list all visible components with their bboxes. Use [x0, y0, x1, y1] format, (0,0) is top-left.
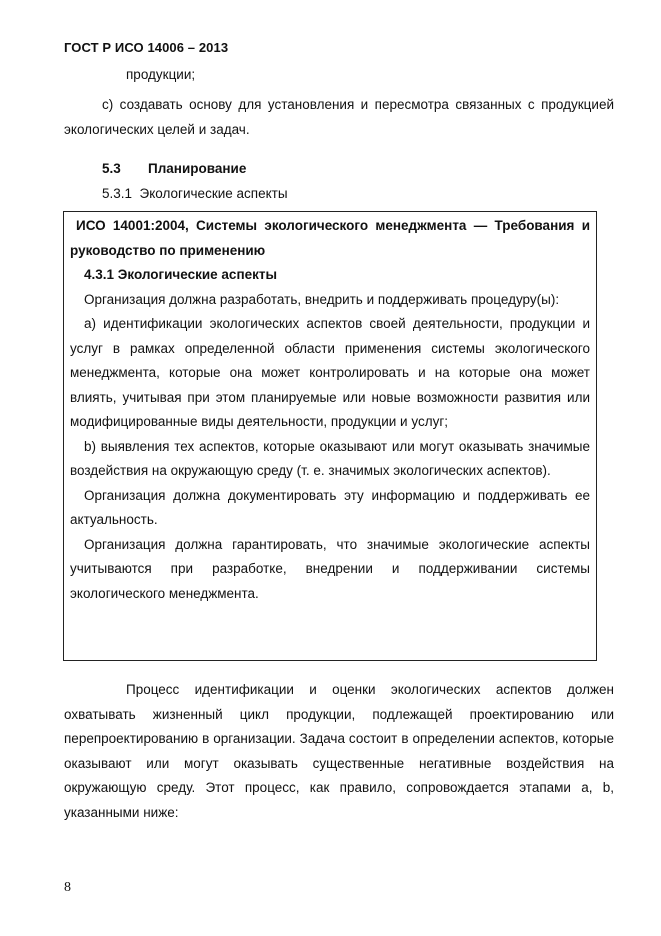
subsection-number: 5.3.1 [102, 186, 133, 201]
list-item-c: с) создавать основу для установления и пересмотра связанных с продукцией экологических целей и задач. [64, 97, 614, 137]
document-header: ГОСТ Р ИСО 14006 – 2013 [64, 40, 229, 55]
body-paragraph: Процесс идентификации и оценки экологических аспектов должен охватывать жизненный цикл продукции, подлежащей проектированию или перепроектированию в организации. Задача состоит в определении аспектов, которые оказывают или могут оказывать существенные негативные воздействия на окружающую среду. Этот процесс, как правило, сопровождается этапами а, b, указанными ниже: [64, 682, 614, 820]
clause-title: 4.3.1 Экологические аспекты [84, 267, 278, 282]
box-paragraph-3: Организация должна гарантировать, что значимые экологические аспекты учитываются при разработке, внедрении и поддерживании системы экологического менеджмента. [70, 536, 590, 601]
section-number: 5.3 [102, 161, 121, 176]
box-paragraph-1: Организация должна разработать, внедрить и поддерживать процедуру(ы): [84, 291, 560, 307]
section-heading [102, 161, 246, 176]
subsection-heading [102, 186, 288, 201]
box-paragraph-2: Организация должна документировать эту информацию и поддерживать ее актуальность. [70, 487, 590, 527]
intro-line: продукции; [126, 67, 196, 82]
box-item-a: а) идентификации экологических аспектов своей деятельности, продукции и услуг в рамках определенной области применения системы экологического менеджмента, которые она может контролировать и на которые она может влиять, учитывая при этом планируемые или новые возможности развития или модифицированные виды деятельности, продукции и услуг; [70, 316, 590, 429]
page-number: 8 [64, 880, 71, 895]
subsection-title: Экологические аспекты [139, 186, 288, 201]
quoted-standard-box [63, 211, 597, 661]
standard-title: ИСО 14001:2004, Системы экологического менеджмента — Требования и руководство по применению [70, 218, 590, 258]
box-item-b: b) выявления тех аспектов, которые оказывают или могут оказывать значимые воздействия на окружающую среду (т. е. значимых экологических аспектов). [70, 438, 590, 478]
section-title: Планирование [148, 161, 247, 176]
